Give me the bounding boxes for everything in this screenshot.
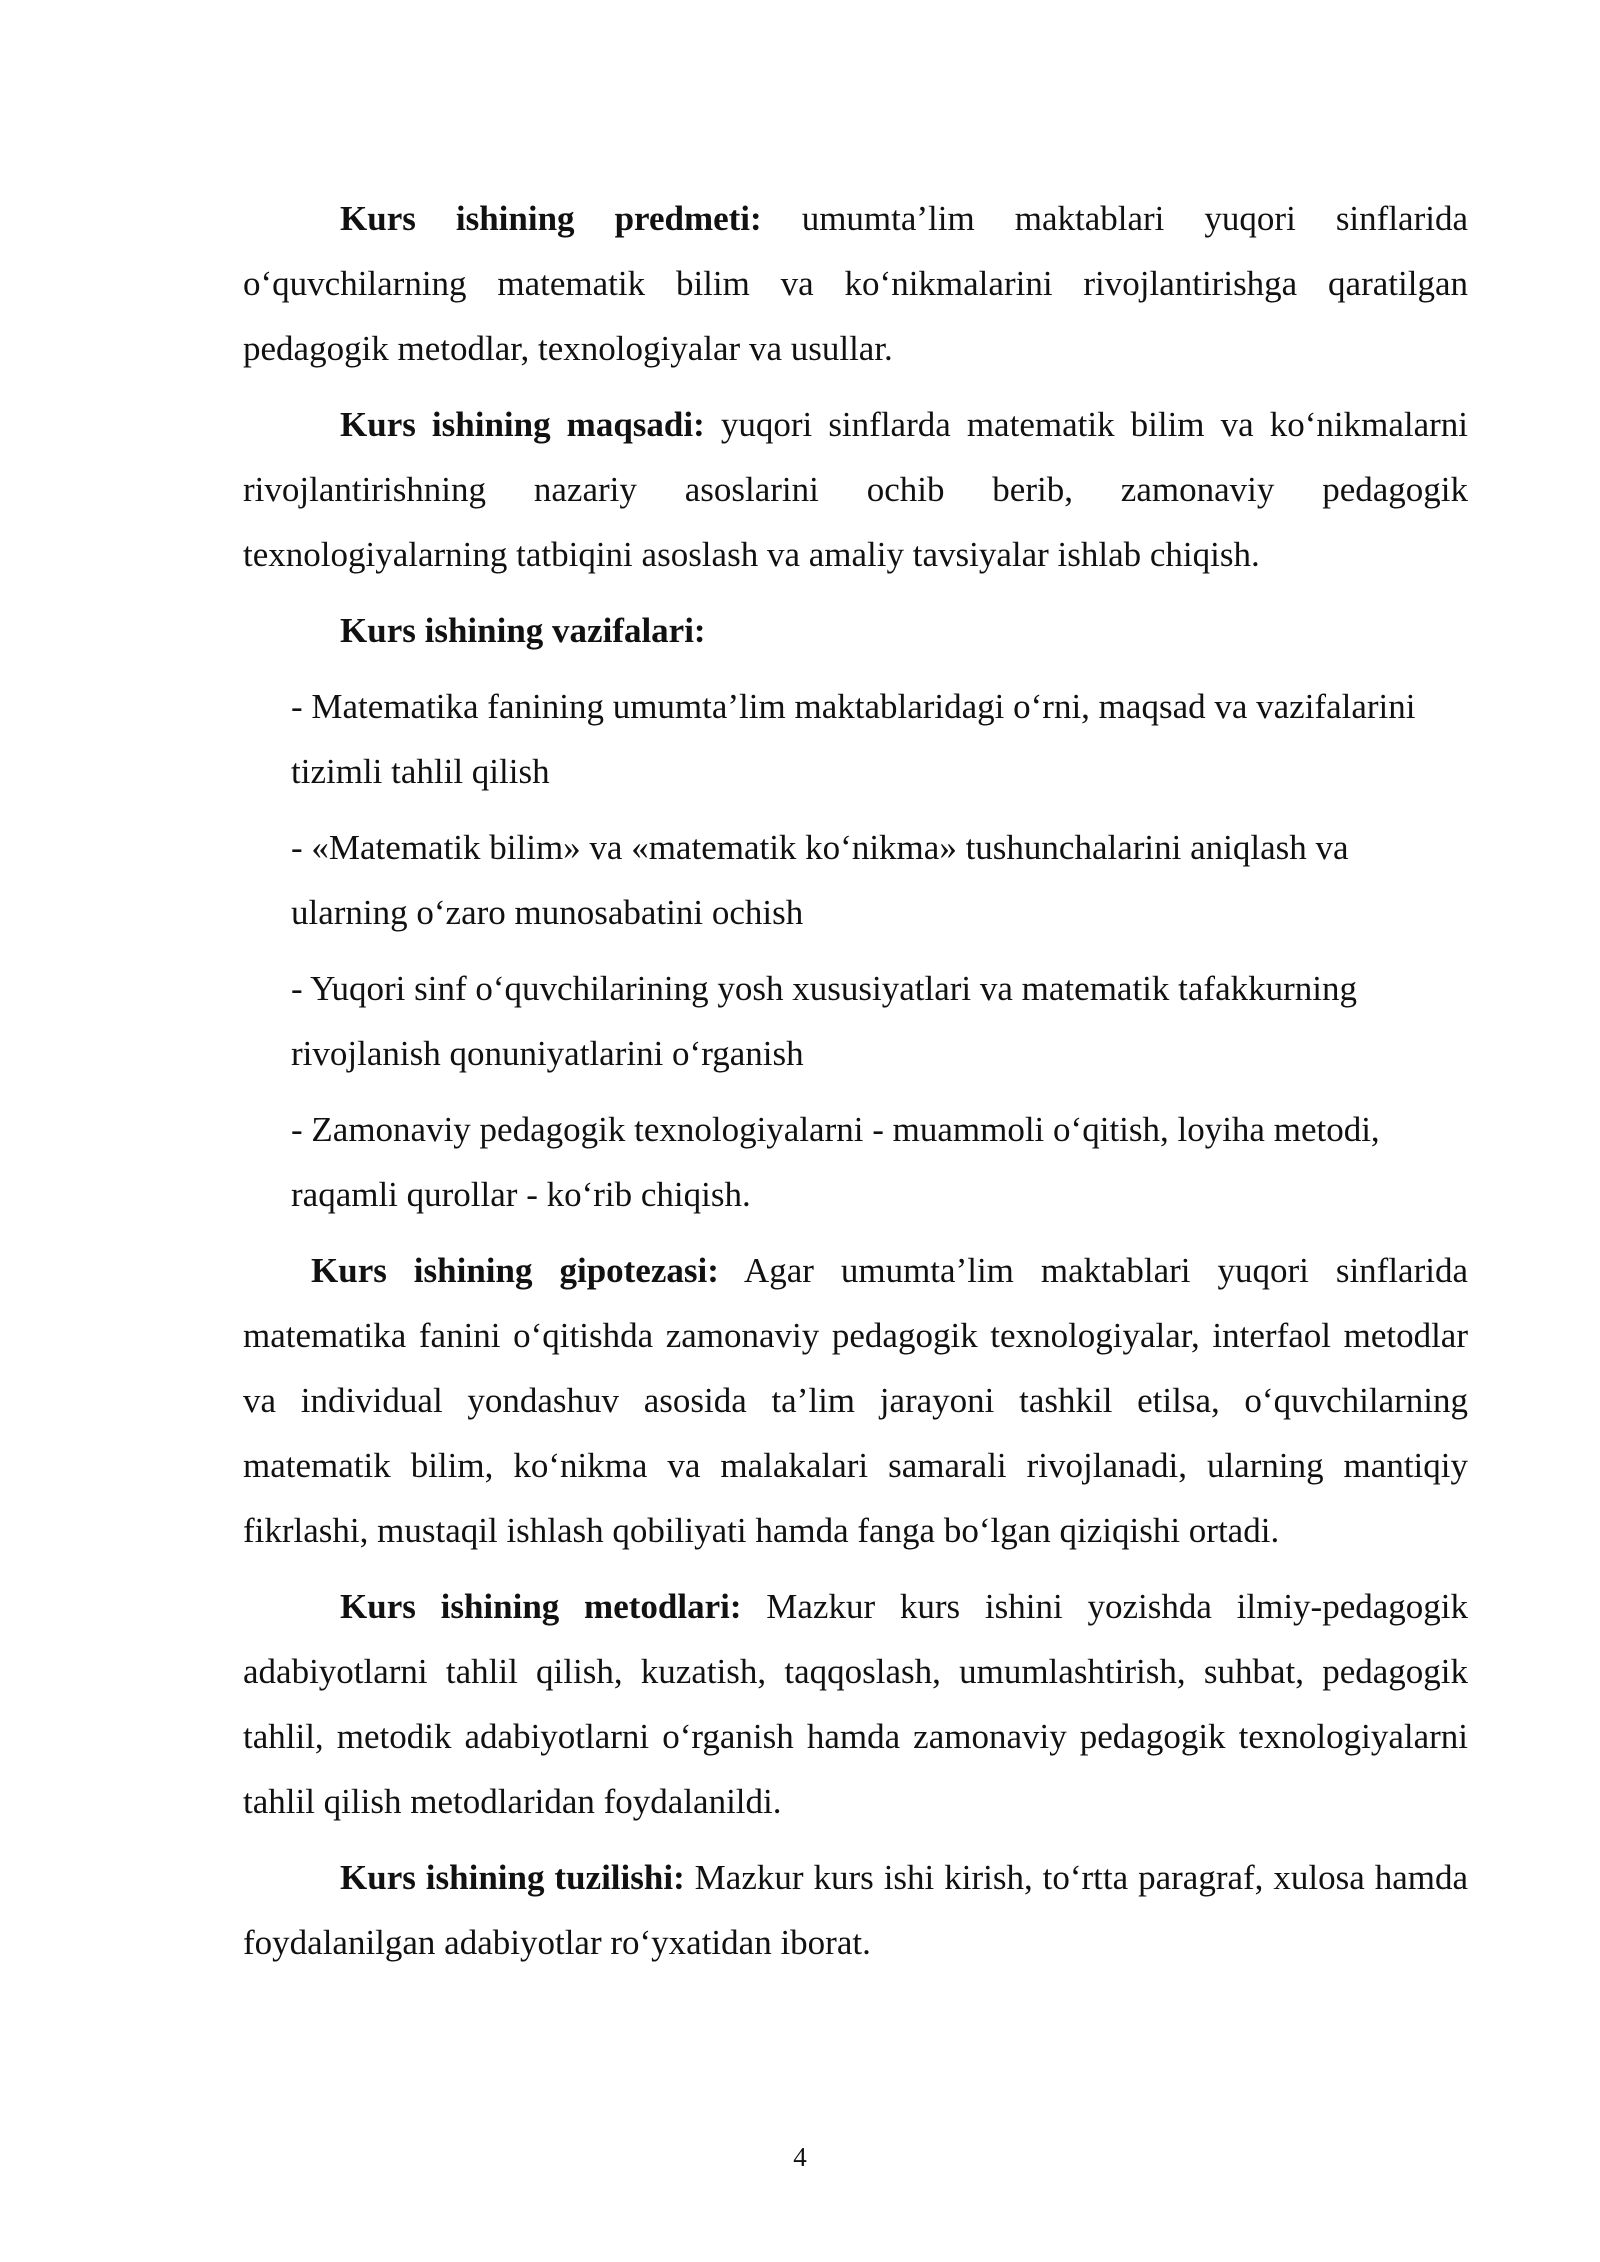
task-item-1: - Matematika fanining umumta’lim maktablaridagi o‘rni, maqsad va vazifalarini tizimli tahlil qilish (291, 687, 1416, 791)
subject-text: umumta’lim maktablari yuqori sinflarida o‘quvchilarning matematik bilim va ko‘nikmalarini rivojlantirishga qaratilgan pedagogik metodlar, texnologiyalar va usullar. (243, 199, 1468, 368)
hypothesis-label: Kurs ishining gipotezasi: (311, 1251, 719, 1290)
structure-label: Kurs ishining tuzilishi: (340, 1858, 685, 1897)
methods-paragraph (243, 1574, 1468, 1834)
methods-label: Kurs ishining metodlari: (340, 1587, 742, 1626)
tasks-heading (243, 598, 1468, 663)
hypothesis-paragraph (243, 1238, 1468, 1563)
goal-label: Kurs ishining maqsadi: (340, 405, 705, 444)
task-item-4: - Zamonaviy pedagogik texnologiyalarni - muammoli o‘qitish, loyiha metodi, raqamli qurollar - ko‘rib chiqish. (291, 1110, 1380, 1214)
goal-text: yuqori sinflarda matematik bilim va ko‘nikmalarni rivojlantirishning nazariy asoslarini ochib berib, zamonaviy pedagogik texnologiyalarning tatbiqini asoslash va amaliy tavsiyalar ishlab chiqish. (243, 405, 1468, 574)
tasks-label: Kurs ishining vazifalari: (340, 611, 706, 650)
structure-text: Mazkur kurs ishi kirish, to‘rtta paragraf, xulosa hamda foydalanilgan adabiyotlar ro‘yxatidan iborat. (243, 1858, 1468, 1962)
structure-paragraph (243, 1845, 1468, 1975)
goal-paragraph (243, 392, 1468, 587)
page-content (243, 186, 1468, 1986)
task-item-3: - Yuqori sinf o‘quvchilarining yosh xususiyatlari va matematik tafakkurning rivojlanish qonuniyatlarini o‘rganish (291, 969, 1357, 1073)
subject-label: Kurs ishining predmeti: (340, 199, 762, 238)
hypothesis-text: Agar umumta’lim maktablari yuqori sinflarida matematika fanini o‘qitishda zamonaviy pedagogik texnologiyalar, interfaol metodlar va individual yondashuv asosida ta’lim jarayoni tashkil etilsa, o‘quvchilarning matematik bilim, ko‘nikma va malakalari samarali rivojlanadi, ularning mantiqiy fikrlashi, mustaqil ishlash qobiliyati hamda fanga bo‘lgan qiziqishi ortadi. (243, 1251, 1469, 1550)
subject-paragraph (243, 186, 1468, 381)
methods-text: Mazkur kurs ishini yozishda ilmiy-pedagogik adabiyotlarni tahlil qilish, kuzatish, taqqoslash, umumlashtirish, suhbat, pedagogik tahlil, metodik adabiyotlarni o‘rganish hamda zamonaviy pedagogik texnologiyalarni tahlil qilish metodlaridan foydalanildi. (243, 1587, 1468, 1821)
page-number: 4 (793, 2142, 807, 2172)
task-item-2: - «Matematik bilim» va «matematik ko‘nikma» tushunchalarini aniqlash va ularning o‘zaro munosabatini ochish (291, 828, 1349, 932)
